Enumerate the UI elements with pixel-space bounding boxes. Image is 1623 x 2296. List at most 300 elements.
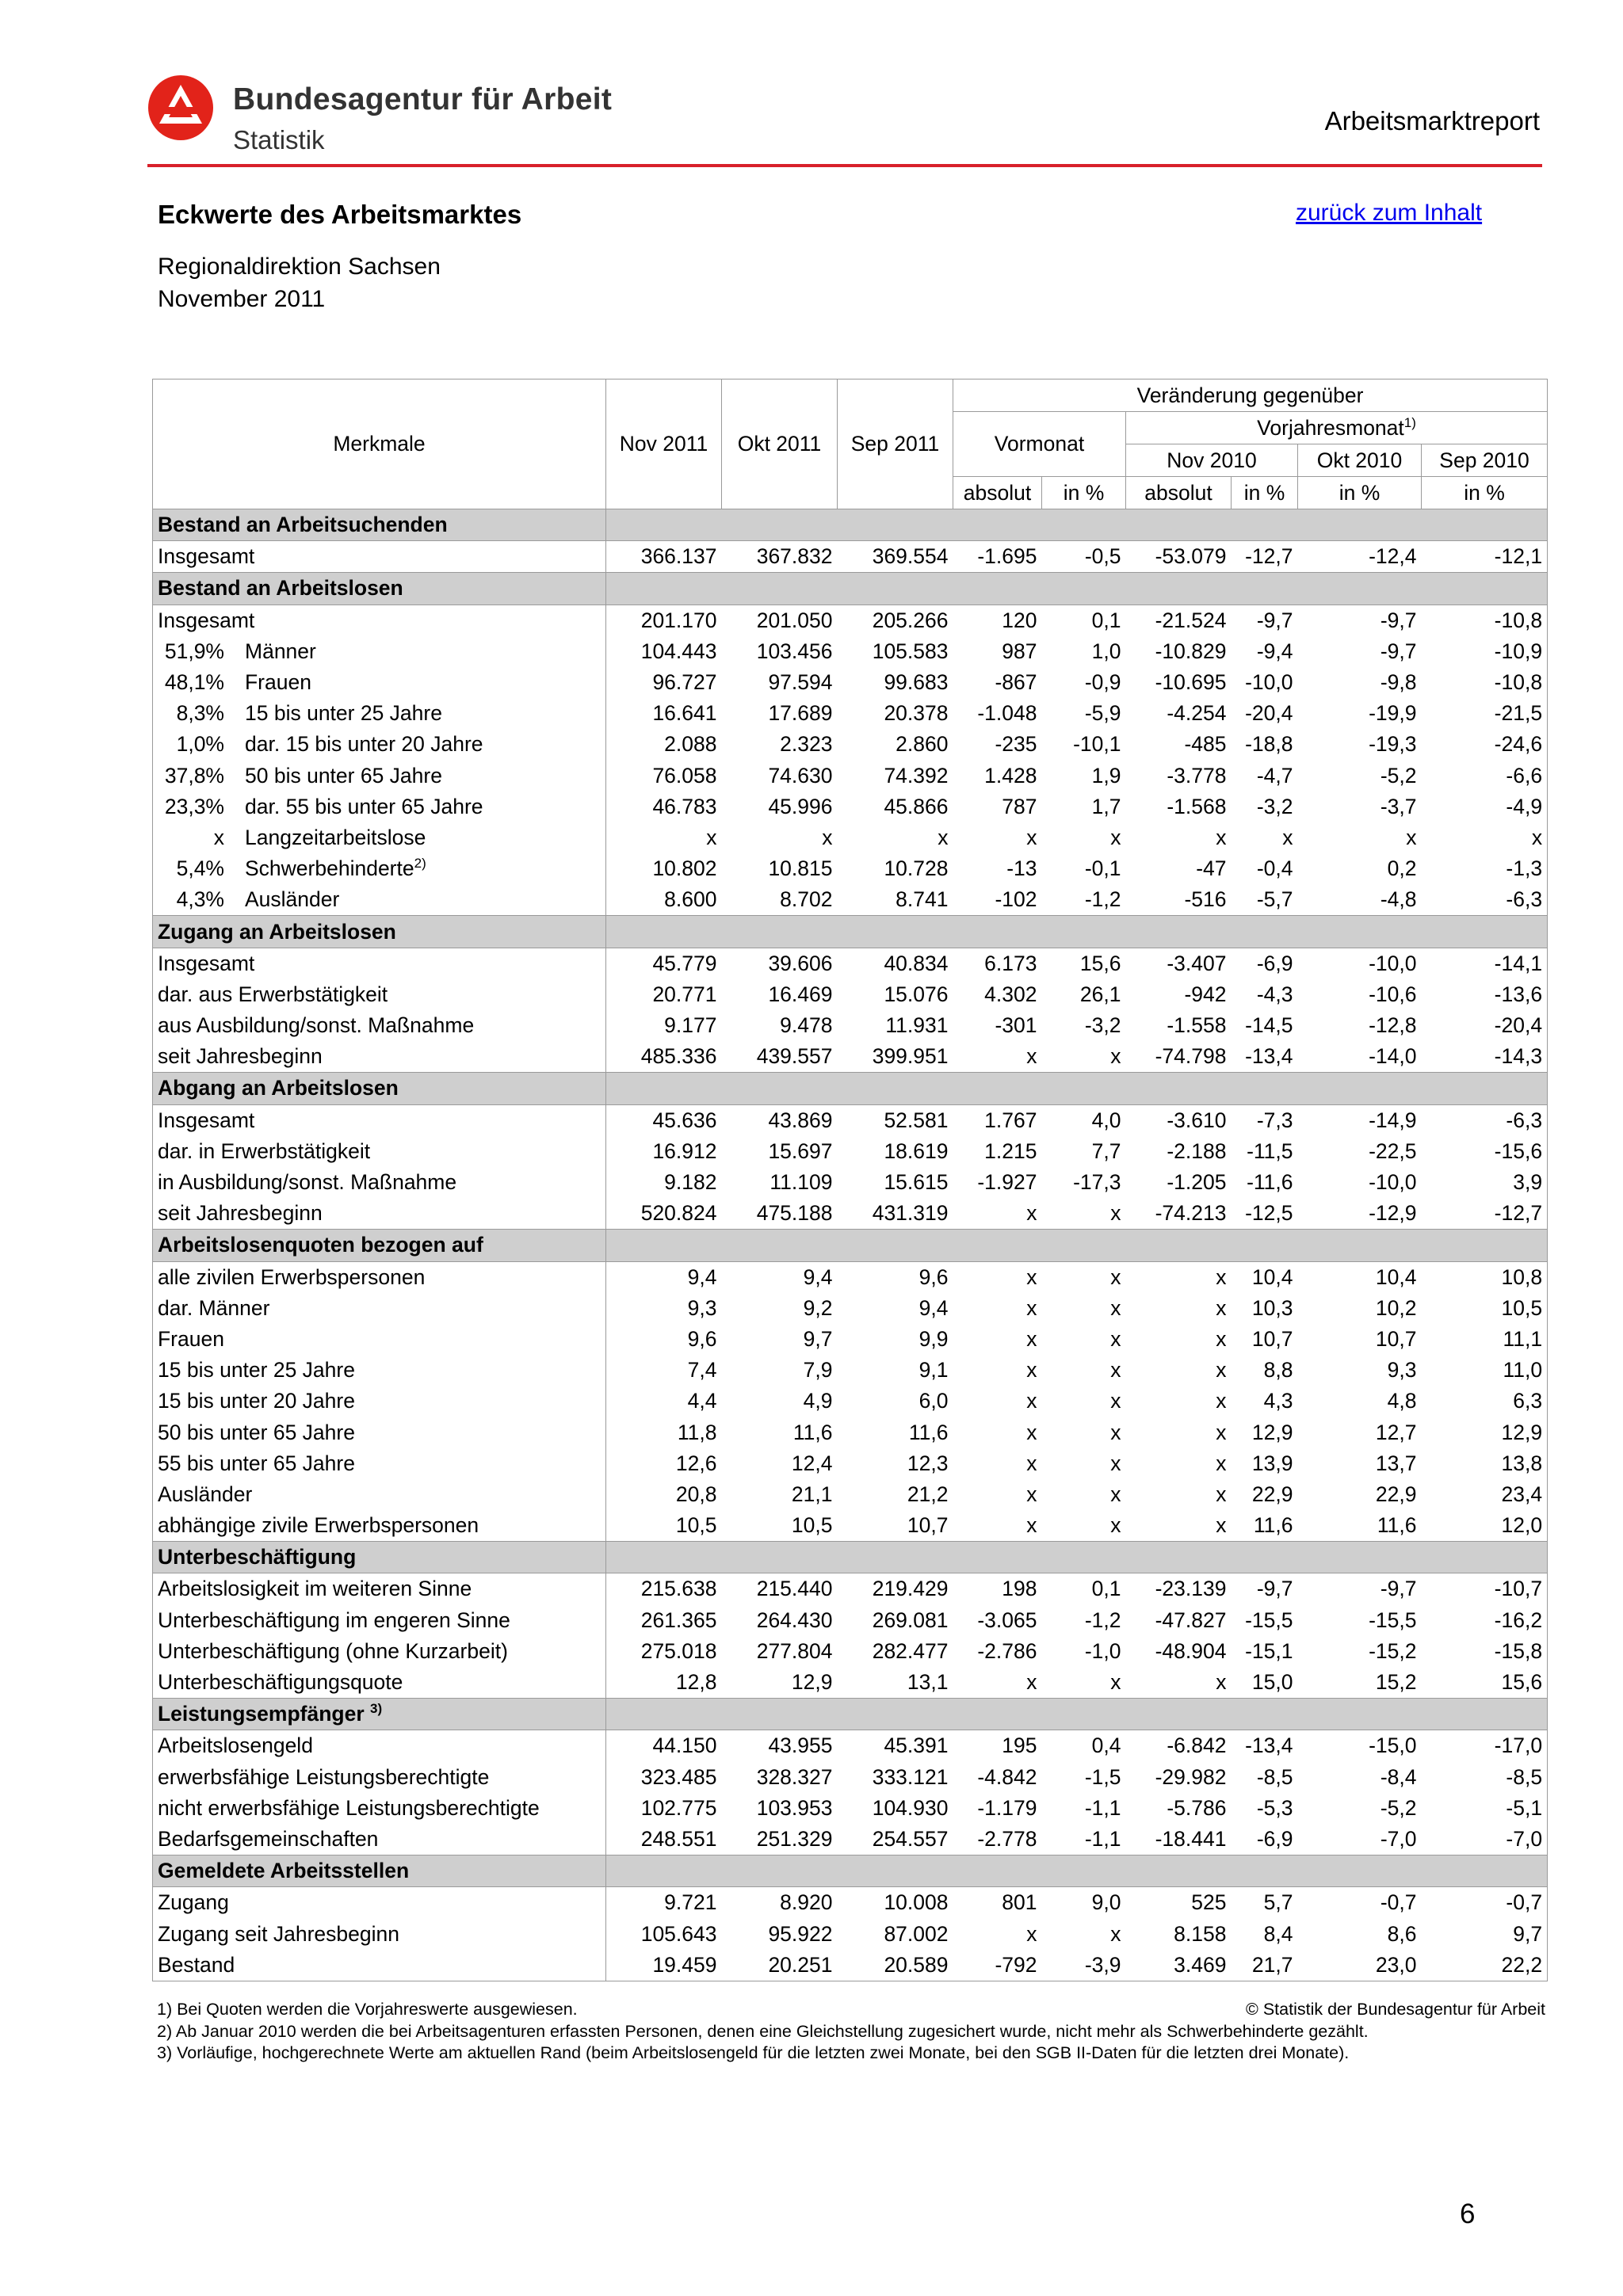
row-label: [153, 1824, 606, 1855]
table-cell: -13,4: [1245, 1733, 1293, 1758]
row-label: [153, 541, 606, 573]
table-row: [153, 948, 1548, 979]
table-row: [153, 1605, 1548, 1636]
share-percent: 23,3%: [164, 794, 224, 818]
footnote-marker: 2): [414, 856, 426, 871]
table-cell: -15,8: [1422, 1636, 1548, 1667]
table-cell: 525: [1191, 1890, 1227, 1915]
table-cell: 16.641: [652, 701, 717, 726]
table-cell: -5,2: [1380, 1795, 1417, 1820]
table-cell: -5,1: [1422, 1793, 1548, 1824]
table-row: [153, 761, 1548, 791]
section-label: [153, 1699, 606, 1730]
table-cell: 21,7: [1232, 1950, 1298, 1981]
table-cell: 44.150: [652, 1733, 717, 1758]
table-cell: 45.779: [652, 951, 717, 975]
table-cell: 22,2: [1422, 1950, 1548, 1981]
table-cell: -11,5: [1247, 1138, 1293, 1163]
row-label-text: 15 bis unter 20 Jahre: [158, 1389, 355, 1413]
section-fill: [606, 509, 1548, 541]
row-label-text: 15 bis unter 25 Jahre: [158, 1358, 355, 1383]
table-cell: -2.778: [953, 1824, 1042, 1855]
table-cell: 8.600: [606, 884, 722, 916]
table-row: [153, 1355, 1548, 1386]
section-fill: [606, 1855, 1548, 1887]
row-label-text: dar. 15 bis unter 20 Jahre: [245, 732, 483, 757]
row-label: [153, 667, 606, 698]
table-cell: x: [1110, 1420, 1121, 1444]
table-cell: 9,2: [803, 1295, 833, 1320]
table-cell: 195: [1002, 1733, 1037, 1758]
table-cell: 12,4: [791, 1451, 833, 1475]
table-cell: 2.323: [780, 732, 833, 757]
table-cell: 9,7: [1422, 1918, 1548, 1949]
row-label: [153, 1104, 606, 1136]
share-percent: 1,0%: [176, 732, 224, 757]
table-cell: 16.469: [768, 982, 833, 1006]
table-cell: 205.266: [872, 608, 949, 632]
table-cell: 9.478: [780, 1013, 833, 1038]
table-cell: 13,8: [1422, 1448, 1548, 1479]
share-percent: 8,3%: [176, 701, 224, 726]
table-cell: -3,9: [1042, 1950, 1126, 1981]
table-cell: -1.558: [1167, 1013, 1227, 1038]
table-cell: -20,4: [1245, 701, 1293, 726]
table-cell: 9,4: [918, 1295, 949, 1320]
table-cell: 8.158: [1174, 1921, 1227, 1946]
table-cell: 15.076: [884, 982, 949, 1006]
table-cell: 20,8: [675, 1482, 717, 1506]
table-cell: 399.951: [838, 1041, 953, 1073]
table-row: [153, 791, 1548, 822]
table-cell: 5,7: [1263, 1890, 1293, 1915]
table-cell: -12,4: [1298, 541, 1422, 573]
row-label-text: 50 bis unter 65 Jahre: [158, 1420, 355, 1444]
table-cell: 3,9: [1422, 1167, 1548, 1198]
table-cell: 11,6: [792, 1420, 833, 1444]
table-cell: x: [938, 825, 949, 849]
section-label: [153, 573, 606, 605]
table-row: [153, 1636, 1548, 1667]
table-cell: x: [1026, 1358, 1037, 1383]
row-label-text: dar. Männer: [158, 1295, 270, 1320]
table-row: [153, 1573, 1548, 1605]
table-row: [153, 1762, 1548, 1793]
table-cell: 9,6: [918, 1264, 949, 1289]
section-header: [153, 916, 1548, 948]
table-cell: 19.459: [606, 1950, 722, 1981]
row-label-text: Unterbeschäftigungsquote: [158, 1670, 403, 1695]
table-cell: x: [1026, 1326, 1037, 1351]
table-cell: -15,6: [1422, 1136, 1548, 1167]
table-cell: -1,2: [1042, 884, 1126, 916]
table-cell: -4,8: [1298, 884, 1422, 916]
section-label: [153, 1230, 606, 1261]
section-label-text: Bestand an Arbeitslosen: [158, 576, 403, 601]
table-cell: -3.407: [1167, 951, 1227, 975]
table-cell: -20,4: [1422, 1010, 1548, 1041]
table-cell: -1.927: [977, 1170, 1037, 1195]
table-cell: 2.088: [664, 732, 717, 757]
table-cell: 11,6: [1232, 1510, 1298, 1542]
section-label-text: Unterbeschäftigung: [158, 1545, 357, 1569]
footnote-1: 1) Bei Quoten werden die Vorjahreswerte ausgewiesen.: [157, 2000, 578, 2019]
section-fill: [606, 573, 1548, 605]
table-cell: -53.079: [1126, 541, 1232, 573]
table-cell: -10,7: [1422, 1573, 1548, 1605]
table-cell: -516: [1126, 884, 1232, 916]
table-row: [153, 1261, 1548, 1293]
table-cell: x: [953, 1198, 1042, 1230]
table-cell: 10.728: [884, 856, 949, 881]
table-cell: 9,7: [803, 1326, 833, 1351]
table-cell: 10.008: [884, 1890, 949, 1915]
table-cell: 9.182: [664, 1170, 717, 1195]
table-cell: x: [1110, 825, 1121, 849]
table-cell: x: [953, 1667, 1042, 1699]
table-cell: x: [1126, 1667, 1232, 1699]
table-cell: -4.842: [977, 1764, 1037, 1789]
table-row: [153, 1198, 1548, 1230]
table-cell: 9.177: [664, 1013, 717, 1038]
org-subtitle: Statistik: [233, 125, 325, 154]
org-name: Bundesagentur für Arbeit: [233, 82, 613, 116]
table-cell: -17,0: [1422, 1730, 1548, 1762]
table-cell: 12,9: [722, 1667, 838, 1699]
table-cell: -10,0: [1369, 951, 1417, 975]
table-cell: x: [1216, 1389, 1227, 1413]
table-cell: -3.065: [977, 1608, 1037, 1632]
share-percent: x: [213, 825, 224, 849]
table-row: [153, 979, 1548, 1010]
table-cell: 21,2: [907, 1482, 949, 1506]
table-cell: 219.429: [872, 1577, 949, 1601]
ba-logo-icon: [147, 74, 214, 145]
table-cell: -1.205: [1167, 1170, 1227, 1195]
table-cell: x: [1110, 1389, 1121, 1413]
table-cell: 1.767: [984, 1108, 1037, 1132]
table-cell: 10,3: [1251, 1295, 1293, 1320]
col-header-in-pct: in %: [1232, 477, 1298, 509]
row-label-text: 55 bis unter 65 Jahre: [158, 1451, 355, 1475]
table-cell: 10,5: [722, 1510, 838, 1542]
table-cell: -74.213: [1126, 1198, 1232, 1230]
share-percent: 37,8%: [164, 763, 224, 788]
row-label: [153, 1573, 606, 1605]
row-label: [153, 698, 606, 729]
table-cell: 45.391: [884, 1733, 949, 1758]
table-cell: -8,5: [1422, 1762, 1548, 1793]
table-row: [153, 698, 1548, 729]
col-header-nov-2010: Nov 2010: [1126, 444, 1298, 477]
table-cell: 0,4: [1091, 1733, 1121, 1758]
table-cell: -13: [1006, 856, 1037, 881]
section-header: [153, 1230, 1548, 1261]
report-title: Arbeitsmarktreport: [1324, 106, 1540, 135]
table-cell: -7,0: [1422, 1824, 1548, 1855]
table-cell: 6,0: [918, 1389, 949, 1413]
table-cell: -15,1: [1245, 1638, 1293, 1663]
table-cell: 10.802: [652, 856, 717, 881]
table-cell: -11,6: [1247, 1170, 1293, 1195]
table-cell: -13,6: [1422, 979, 1548, 1010]
col-header-nov-2011: Nov 2011: [606, 379, 722, 509]
share-percent: 5,4%: [176, 856, 224, 881]
row-label: [153, 1636, 606, 1667]
table-cell: -6,9: [1232, 1824, 1298, 1855]
table-cell: x: [1216, 1358, 1227, 1383]
table-cell: -9,7: [1380, 608, 1417, 632]
row-label: [153, 791, 606, 822]
table-cell: 43.869: [768, 1108, 833, 1132]
row-label: [153, 1793, 606, 1824]
table-cell: 1.215: [984, 1138, 1037, 1163]
table-cell: 1.428: [984, 763, 1037, 788]
table-cell: 104.443: [640, 639, 717, 663]
row-label: [153, 1417, 606, 1447]
table-cell: -9,7: [1380, 1577, 1417, 1601]
row-label-text: Frauen: [158, 1326, 224, 1351]
table-cell: -3,2: [1256, 794, 1293, 818]
table-cell: -12,7: [1422, 1198, 1548, 1230]
table-cell: x: [1042, 1041, 1126, 1073]
footnotes: [157, 1999, 1545, 2065]
table-cell: -1,3: [1422, 853, 1548, 884]
table-cell: -9,7: [1256, 608, 1293, 632]
table-cell: 7,7: [1091, 1138, 1121, 1163]
table-cell: 0,1: [1091, 608, 1121, 632]
section-label-text: Zugang an Arbeitslosen: [158, 919, 396, 944]
page-title: Eckwerte des Arbeitsmarktes: [158, 200, 522, 229]
footnote-marker: 3): [370, 1701, 383, 1717]
row-label: [153, 1762, 606, 1793]
table-cell: 9,3: [1387, 1358, 1417, 1383]
col-header-okt-2010: Okt 2010: [1298, 444, 1422, 477]
table-cell: 23,4: [1422, 1479, 1548, 1510]
table-cell: -9,7: [1256, 1577, 1293, 1601]
row-label: [153, 1918, 606, 1949]
table-row: [153, 822, 1548, 853]
table-cell: -2.786: [977, 1638, 1037, 1663]
table-cell: 12,6: [675, 1451, 717, 1475]
table-cell: -1,1: [1042, 1824, 1126, 1855]
section-label-text: Arbeitslosenquoten bezogen auf: [158, 1233, 483, 1257]
row-label: [153, 1355, 606, 1386]
table-cell: -18,8: [1245, 732, 1293, 757]
table-row: [153, 1510, 1548, 1542]
col-header-sep-2010: Sep 2010: [1422, 444, 1548, 477]
table-cell: -14,5: [1245, 1013, 1293, 1038]
table-row: [153, 1167, 1548, 1198]
row-label-text: Bedarfsgemeinschaften: [158, 1826, 379, 1851]
table-row: [153, 1104, 1548, 1136]
table-cell: 10,7: [1375, 1326, 1417, 1351]
table-cell: 1,7: [1091, 794, 1121, 818]
col-header-veraenderung: Veränderung gegenüber: [953, 379, 1548, 412]
table-cell: 198: [1002, 1577, 1037, 1601]
table-cell: x: [1026, 1389, 1037, 1413]
row-label: [153, 605, 606, 636]
table-cell: 105.643: [640, 1921, 717, 1946]
table-cell: -12,9: [1298, 1198, 1422, 1230]
row-label: [153, 1950, 606, 1981]
table-cell: -5,7: [1232, 884, 1298, 916]
table-cell: 15.615: [884, 1170, 949, 1195]
table-cell: 277.804: [756, 1638, 833, 1663]
table-cell: -792: [953, 1950, 1042, 1981]
table-cell: -4,9: [1422, 791, 1548, 822]
table-row: [153, 1950, 1548, 1981]
section-label: [153, 1542, 606, 1573]
table-cell: 12,8: [606, 1667, 722, 1699]
table-row: [153, 1293, 1548, 1324]
table-cell: -10,6: [1369, 982, 1417, 1006]
table-cell: x: [1110, 1358, 1121, 1383]
table-cell: -9,8: [1380, 670, 1417, 695]
table-row: [153, 1824, 1548, 1855]
row-label-text: Schwerbehinderte: [245, 856, 414, 881]
table-cell: x: [1216, 1295, 1227, 1320]
table-cell: -29.982: [1155, 1764, 1227, 1789]
table-cell: 12,0: [1422, 1510, 1548, 1542]
table-cell: x: [822, 825, 833, 849]
table-cell: x: [1042, 1198, 1126, 1230]
row-label-text: Arbeitslosengeld: [158, 1733, 313, 1758]
table-cell: 20.589: [838, 1950, 953, 1981]
table-cell: 2.860: [896, 732, 949, 757]
table-cell: 1,9: [1091, 763, 1121, 788]
table-cell: 12,9: [1422, 1417, 1548, 1447]
row-label: [153, 761, 606, 791]
table-cell: -6,3: [1422, 884, 1548, 916]
table-cell: 95.922: [768, 1921, 833, 1946]
table-cell: -0,5: [1042, 541, 1126, 573]
table-cell: 11,1: [1422, 1324, 1548, 1355]
table-row: [153, 1887, 1548, 1919]
table-row: [153, 1386, 1548, 1417]
table-cell: -8,4: [1380, 1764, 1417, 1789]
table-cell: -0,1: [1084, 856, 1121, 881]
table-cell: 254.557: [838, 1824, 953, 1855]
col-header-okt-2011: Okt 2011: [722, 379, 838, 509]
section-header: [153, 1542, 1548, 1573]
table-cell: 74.630: [768, 763, 833, 788]
header-divider: [147, 164, 1542, 167]
table-cell: 201.170: [640, 608, 717, 632]
row-label-text: dar. in Erwerbstätigkeit: [158, 1138, 371, 1163]
table-cell: -18.441: [1126, 1824, 1232, 1855]
table-cell: -47.827: [1155, 1608, 1227, 1632]
table-row: [153, 1667, 1548, 1699]
table-cell: -4,3: [1256, 982, 1293, 1006]
row-label: [153, 729, 606, 760]
table-cell: -8,5: [1256, 1764, 1293, 1789]
table-cell: -6,9: [1256, 951, 1293, 975]
table-cell: 13,1: [838, 1667, 953, 1699]
table-cell: 45.866: [884, 794, 949, 818]
share-percent: 51,9%: [164, 639, 224, 663]
table-cell: 21,1: [791, 1482, 833, 1506]
section-label-text: Gemeldete Arbeitsstellen: [158, 1859, 410, 1883]
table-cell: 9.721: [664, 1890, 717, 1915]
section-header: [153, 1073, 1548, 1104]
table-cell: x: [1406, 825, 1417, 849]
section-header: [153, 573, 1548, 605]
row-label: [153, 948, 606, 979]
table-cell: -0,4: [1256, 856, 1293, 881]
table-cell: 87.002: [884, 1921, 949, 1946]
table-cell: -3,7: [1380, 794, 1417, 818]
row-label-text: Unterbeschäftigung im engeren Sinne: [158, 1608, 510, 1632]
copyright: © Statistik der Bundesagentur für Arbeit: [1246, 2000, 1545, 2019]
row-label-text: Langzeitarbeitslose: [245, 825, 426, 849]
page-number: 6: [1460, 2199, 1476, 2229]
table-cell: 26,1: [1079, 982, 1121, 1006]
table-cell: x: [1216, 1264, 1227, 1289]
table-cell: 9,1: [918, 1358, 949, 1383]
table-cell: -1,0: [1084, 1638, 1121, 1663]
section-label: [153, 1073, 606, 1104]
table-cell: 74.392: [884, 763, 949, 788]
table-row: [153, 1010, 1548, 1041]
table-cell: 39.606: [768, 951, 833, 975]
table-cell: 12,7: [1375, 1420, 1417, 1444]
table-cell: -4.254: [1167, 701, 1227, 726]
row-label-text: alle zivilen Erwerbspersonen: [158, 1264, 426, 1289]
table-cell: -0,7: [1380, 1890, 1417, 1915]
table-cell: 20.378: [884, 701, 949, 726]
table-cell: 8.920: [780, 1890, 833, 1915]
section-fill: [606, 1699, 1548, 1730]
row-label: [153, 1448, 606, 1479]
table-cell: 7,9: [803, 1358, 833, 1383]
table-cell: -3,2: [1084, 1013, 1121, 1038]
back-to-contents-link[interactable]: zurück zum Inhalt: [1296, 200, 1483, 226]
table-cell: 15,6: [1422, 1667, 1548, 1699]
table-cell: -1,1: [1084, 1795, 1121, 1820]
table-cell: 46.783: [652, 794, 717, 818]
table-cell: 102.775: [640, 1795, 717, 1820]
table-cell: 97.594: [768, 670, 833, 695]
table-cell: 9,4: [803, 1264, 833, 1289]
table-cell: 8,4: [1263, 1921, 1293, 1946]
table-row: [153, 1136, 1548, 1167]
row-label-text: Männer: [245, 639, 316, 663]
col-header-vormonat: Vormonat: [953, 412, 1126, 477]
table-cell: 11,6: [1298, 1510, 1422, 1542]
table-row: [153, 1730, 1548, 1762]
table-cell: -15,5: [1245, 1608, 1293, 1632]
table-cell: 10,8: [1422, 1261, 1548, 1293]
row-label-text: abhängige zivile Erwerbspersonen: [158, 1513, 479, 1538]
table-cell: 15,2: [1298, 1667, 1422, 1699]
table-cell: -485: [1184, 732, 1227, 757]
table-cell: -1,2: [1084, 1608, 1121, 1632]
table-cell: -10,8: [1422, 605, 1548, 636]
table-cell: x: [953, 1041, 1042, 1073]
table-cell: 17.689: [768, 701, 833, 726]
table-cell: 11,0: [1422, 1355, 1548, 1386]
table-cell: -1,5: [1084, 1764, 1121, 1789]
table-cell: 23,0: [1298, 1950, 1422, 1981]
table-cell: 20.771: [652, 982, 717, 1006]
table-cell: 248.551: [606, 1824, 722, 1855]
table-cell: 215.638: [640, 1577, 717, 1601]
table-cell: 264.430: [756, 1608, 833, 1632]
table-cell: x: [1026, 825, 1037, 849]
table-cell: -942: [1184, 982, 1227, 1006]
table-cell: 328.327: [756, 1764, 833, 1789]
